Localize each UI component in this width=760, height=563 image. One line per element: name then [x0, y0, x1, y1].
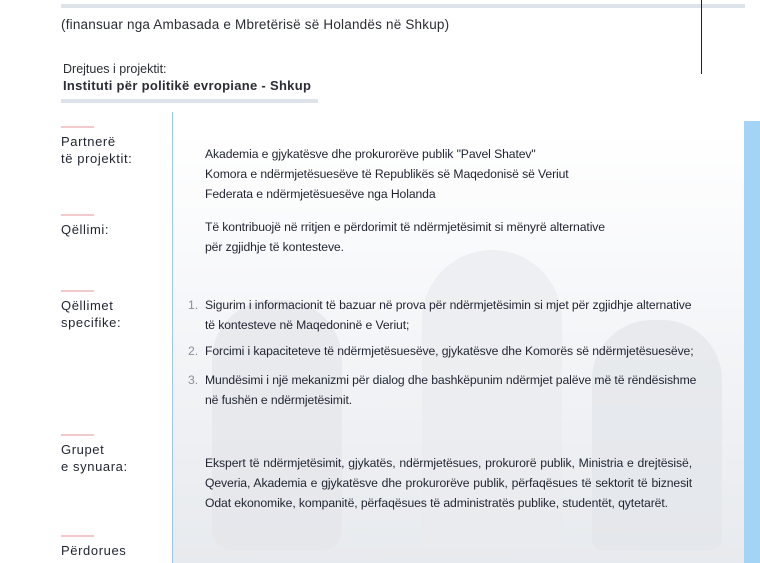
specific-goal-item	[205, 370, 696, 410]
partner-item: Komora e ndërmjetësuesëve të Republikës së Maqedonisë së Veriut	[205, 167, 569, 181]
specific-goals-label-line1: Qëllimet	[61, 298, 114, 313]
section-marker	[61, 535, 94, 537]
target-groups-line: Qeveria, Akademia e gjykatësve dhe prokurorëve publik, përfaqësues të sektorit të biznesit	[205, 476, 692, 490]
list-number: 2.	[188, 344, 199, 358]
top-vertical-line	[701, 0, 702, 74]
partner-item: Akademia e gjykatësve dhe prokurorëve publik "Pavel Shatev"	[205, 147, 536, 161]
goal-label: Qëllimi:	[61, 222, 110, 237]
goal-line: për zgjidhje të kontesteve.	[205, 240, 344, 254]
section-marker	[61, 126, 94, 128]
project-leader-label: Drejtues i projektit:	[63, 62, 167, 76]
specific-goal-line: në fushën e ndërmjetësimit.	[205, 393, 353, 407]
specific-goals-label	[61, 297, 121, 331]
partners-label-line1: Partnerë	[61, 134, 116, 149]
specific-goal-item	[205, 295, 691, 335]
specific-goal-line: të kontesteve në Maqedoninë e Veriut;	[205, 318, 410, 332]
specific-goal-item	[205, 341, 694, 361]
users-label: Përdorues	[61, 543, 127, 558]
list-number: 3.	[188, 373, 199, 387]
leader-underline	[61, 99, 318, 103]
section-marker	[61, 214, 94, 216]
specific-goal-line: Mundësimi i një mekanizmi për dialog dhe bashkëpunim ndërmjet palëve më të rëndësishme	[205, 373, 697, 387]
partners-label-line2: të projektit:	[61, 151, 133, 166]
specific-goal-line: Sigurim i informacionit të bazuar në prova për ndërmjetësimin si mjet për zgjidhje alternative	[205, 298, 692, 312]
specific-goal-line: Forcimi i kapaciteteve të ndërmjetësuesëve, gjykatësve dhe Komorës së ndërmjetësuesëve;	[205, 344, 694, 358]
target-groups-line: Odat ekonomike, kompanitë, përfaqësues të administratës publike, studentët, qytetarët.	[205, 496, 668, 510]
goal-text	[205, 217, 605, 257]
goal-line: Të kontribuojë në rritjen e përdorimit të ndërmjetësimit si mënyrë alternative	[205, 220, 605, 234]
target-groups-label-line1: Grupet	[61, 442, 105, 457]
partners-label	[61, 133, 132, 167]
target-groups-label	[61, 441, 128, 475]
list-number: 1.	[188, 298, 199, 312]
target-groups-line: Ekspert të ndërmjetësimit, gjykatës, ndërmjetësues, prokurorë publik, Ministria e drejtësisë,	[205, 456, 692, 470]
specific-goals-label-line2: specifike:	[61, 315, 122, 330]
partners-list	[205, 144, 569, 204]
right-accent-band	[744, 121, 760, 563]
partner-item: Federata e ndërmjetësuesëve nga Holanda	[205, 187, 436, 201]
content-divider-line	[172, 112, 173, 563]
project-leader-name: Instituti për politikë evropiane - Shkup	[63, 78, 312, 93]
target-groups-label-line2: e synuara:	[61, 459, 128, 474]
target-groups-text	[205, 453, 692, 513]
section-marker	[61, 434, 94, 436]
top-rule	[61, 4, 745, 8]
funding-note: (finansuar nga Ambasada e Mbretërisë së Holandës në Shkup)	[61, 17, 450, 32]
section-marker	[61, 290, 94, 292]
